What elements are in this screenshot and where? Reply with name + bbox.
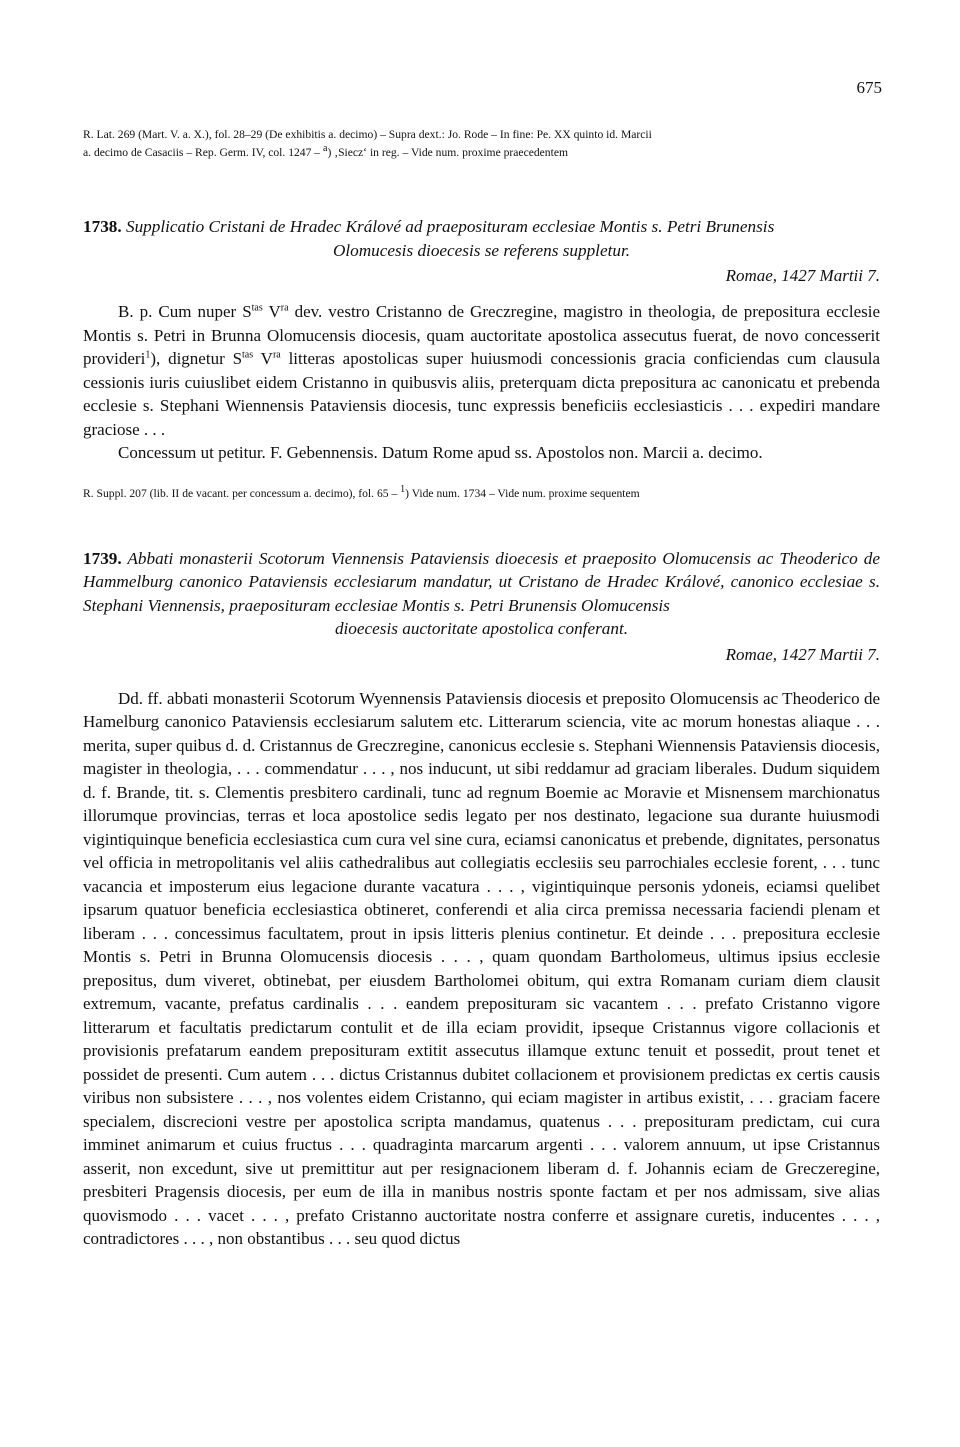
reference-suffix: ) Vide num. 1734 – Vide num. proxime sequentem: [405, 486, 640, 500]
reference-prefix: R. Suppl. 207 (lib. II de vacant. per concessum a. decimo), fol. 65 –: [83, 486, 398, 500]
footnote-marker: a: [323, 143, 328, 155]
entry-1738-body: [83, 300, 880, 441]
body-segment: B. p. Cum nuper S: [118, 302, 252, 321]
footnote-marker: 1: [400, 483, 406, 495]
superscript: ra: [272, 349, 281, 361]
entry-1739-title: [83, 547, 880, 641]
superscript: tas: [251, 302, 263, 314]
body-segment: ), dignetur S: [150, 349, 243, 368]
entry-1738-number: 1738.: [83, 217, 122, 236]
entry-1739-number: 1739.: [83, 548, 122, 568]
body-segment: dev. vestro Cristanno de Greczregine, magistro in theologia, de prepositura ecclesie Montis s. Petri in Brunna Olomucensis diocesis, quam auctoritate apostolica assecutus fuerat, de novo concesserit provideri: [83, 302, 880, 368]
reference-line-1: R. Lat. 269 (Mart. V. a. X.), fol. 28–29 (De exhibitis a. decimo) – Supra dext.: Jo. Rode – In fine: Pe. XX quinto id. Marcii: [83, 128, 652, 141]
footnote-marker: 1: [145, 349, 151, 361]
page-number: 675: [856, 78, 882, 97]
entry-1739-date: Romae, 1427 Martii 7.: [725, 644, 880, 664]
entry-1738-title: [83, 215, 880, 262]
entry-1739-title-main: Abbati monasterii Scotorum Viennensis Pataviensis dioecesis et praeposito Olomucensis ac Theoderico de Hammelburg canonico Pataviensis ecclesiarum mandatur, ut Cristano de Hradec Králové, canonico ecclesiae s. Stephani Viennensis, praeposituram ecclesiae Montis s. Petri Brunensis Olomucensis: [83, 548, 880, 615]
entry-1739-title-last: dioecesis auctoritate apostolica conferant.: [334, 619, 629, 638]
reference-note-top: [83, 126, 880, 162]
superscript: tas: [242, 349, 254, 361]
body-segment: V: [262, 302, 281, 321]
entry-1738-title-line-2: Olomucesis dioecesis se referens suppletur.: [332, 240, 631, 260]
page-content: [83, 126, 880, 1251]
body-segment: V: [253, 349, 273, 368]
reference-line-2-prefix: a. decimo de Casaciis – Rep. Germ. IV, col. 1247 –: [83, 146, 321, 159]
body-segment: litteras apostolicas super huiusmodi concessionis gracia conficiendas cum clausula cessionis iuris cuiuslibet eidem Cristanno in quibusvis aliis, preterquam dicta prepositura ac canonicatu et prebenda ecclesie s. Stephani Wiennensis Pataviensis diocesis, tunc expressis beneficiis ecclesiasticis . . . expediri mandare graciose . . .: [83, 349, 880, 439]
entry-1738-concession: Concessum ut petitur. F. Gebennensis. Datum Rome apud ss. Apostolos non. Marcii a. decimo.: [118, 443, 763, 462]
entry-1738-reference: [83, 485, 880, 503]
superscript: ra: [280, 302, 289, 314]
entry-1738-title-line-1: Supplicatio Cristani de Hradec Králové ad praeposituram ecclesiae Montis s. Petri Brunensis: [125, 217, 775, 236]
entry-1739-body: Dd. ff. abbati monasterii Scotorum Wyennensis Pataviensis diocesis et preposito Olomucensis ac Theoderico de Hamelburg canonico Pataviensis ecclesiarum salutem etc. Litterarum sciencia, vite ac morum honestas aliaque . . . merita, super quibus d. d. Cristannus de Greczregine, canonicus ecclesie s. Stephani Wiennensis Pataviensis diocesis, magister in theologia, . . . commendatur . . . , nos inducunt, ut sibi reddamur ad graciam liberales. Dudum siquidem d. f. Brande, tit. s. Clementis presbitero cardinali, tunc ad regnum Boemie ac Moravie et Misnensem marchionatus illorumque provincias, terras et loca apostolice sedis legato per nos destinato, legacione sua durante huiusmodi vigintiquinque beneficia ecclesiastica cum cura vel sine cura, eciamsi canonicatus et prebende, dignitates, personatus vel officia in metropolitanis vel aliis cathedralibus aut collegiatis ecclesiis seu parrochiales ecclesie forent, . . . tunc vacancia et imposterum eius legacione durante vacatura . . . , vigintiquinque personis ydoneis, eciamsi quelibet ipsarum quatuor beneficia ecclesiastica obtineret, conferendi et alia circa premissa necessaria faciendi plenam et liberam . . . concessimus facultatem, prout in ipsis litteris plenius continetur. Et deinde . . . prepositura ecclesie Montis s. Petri in Brunna Olomucensis diocesis . . . , quam quondam Bartholomeus, ultimus ipsius ecclesie prepositus, dum viveret, obtinebat, per eiusdem Bartholomei obitum, qui extra Romanam curiam diem clausit extremum, vacante, prefatus cardinalis . . . eandem preposituram sic vacantem . . . prefato Cristanno vigore litterarum et facultatis predictarum contulit et de illa eciam providit, ipseque Cristannus vigore collacionis et provisionis prefatarum eandem preposituram extitit assecutus illamque extunc tenuit et possedit, prout tenet et possidet de presenti. Cum autem . . . dictus Cristannus dubitet collacionem et provisionem predictas ex certis causis viribus non subsistere . . . , nos volentes eidem Cristanno, qui eciam magister in artibus existit, . . . graciam facere specialem, discrecioni vestre per apostolica scripta mandamus, quatenus . . . preposituram predictam, cui cura imminet animarum et cuius fructus . . . quadraginta marcarum argenti . . . valorem annuum, ut ipse Cristannus asserit, non excedunt, sive ut premittitur aut per resignacionem liberam d. f. Johannis eciam de Greczeregine, presbiteri Pragensis diocesis, per eum de illa in manibus nostris sponte factam et per nos admissam, sive alias quovismodo . . . vacet . . . , prefato Cristanno auctoritate nostra conferre et assignare curetis, inducentes . . . , contradictores . . . , non obstantibus . . . seu quod dictus: [83, 688, 880, 1248]
entry-1738-date: Romae, 1427 Martii 7.: [725, 266, 880, 285]
reference-line-2-suffix: ) ‚Siecz‘ in reg. – Vide num. proxime praecedentem: [327, 146, 568, 159]
